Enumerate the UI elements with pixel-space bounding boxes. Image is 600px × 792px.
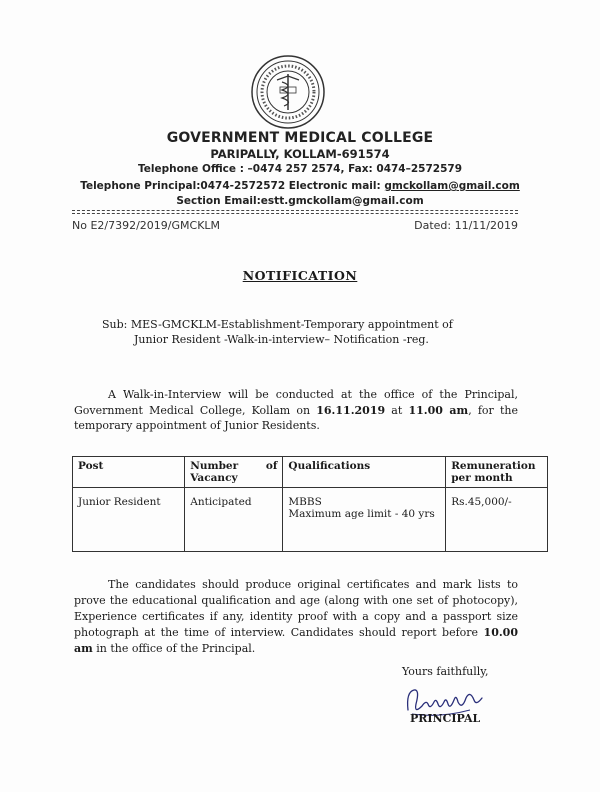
header-post: Post [73,457,185,488]
reference-number: No E2/7392/2019/GMCKLM [72,219,221,232]
header-remuneration-b: per month [451,472,513,484]
reporting-time: 10.00 am [74,626,518,655]
header-vacancy-b: of [265,460,278,472]
qualification-degree: MBBS [288,496,322,508]
intro-part-1: A Walk-in-Interview will be conducted at the office of the Principal, Government Medical College, Kollam on [74,388,518,417]
closing-salutation: Yours faithfully, [402,665,489,678]
cell-post: Junior Resident [73,488,185,552]
table-header-row [73,457,548,488]
header-vacancy [185,457,283,488]
cell-remuneration: Rs.45,000/- [446,488,548,552]
subject-line-1: Sub: MES-GMCKLM-Establishment-Temporary appointment of [102,318,453,331]
college-name: GOVERNMENT MEDICAL COLLEGE [166,130,434,146]
principal-email-link[interactable]: gmckollam@gmail.com [384,180,520,192]
college-address: PARIPALLY, KOLLAM-691574 [210,147,390,161]
telephone-principal [0,180,600,192]
interview-time: 11.00 am [408,403,469,417]
header-vacancy-a: Number [190,460,239,472]
intro-part-2: at [385,403,409,417]
intro-text [74,387,518,434]
signatory-title: PRINCIPAL [410,712,481,725]
subject-line-2: Junior Resident -Walk-in-interview– Notification -reg. [134,333,429,346]
header-vacancy-c: Vacancy [190,472,238,484]
instructions-text [74,577,518,657]
telephone-principal-text: Telephone Principal:0474-2572572 Electronic mail: [80,180,385,192]
qualification-age-limit: Maximum age limit - 40 yrs [288,508,435,520]
telephone-office: Telephone Office : –0474 257 2574, Fax: 0474–2572579 [137,163,462,175]
divider-line [72,210,518,211]
instructions-end: in the office of the Principal. [92,642,256,655]
intro-part-3: , for the temporary appointment of Junior Residents. [74,403,518,432]
divider-line [72,213,518,214]
header-remuneration [446,457,548,488]
instructions-paragraph [74,577,518,657]
college-emblem-icon [250,54,326,130]
cell-vacancy: Anticipated [185,488,283,552]
table-row [73,488,548,552]
cell-qualifications [283,488,446,552]
notification-heading: NOTIFICATION [242,268,358,283]
header-remuneration-a: Remuneration [451,460,536,472]
interview-date: 16.11.2019 [316,403,386,417]
instructions-body: The candidates should produce original certificates and mark lists to prove the educational qualification and age (along with one set of photocopy), Experience certificates if any, identity proof with a copy and a passport size photograph at the time of interview. Candidates should report before [74,578,518,639]
vacancy-table [72,456,548,552]
document-date: Dated: 11/11/2019 [414,219,518,232]
section-email: Section Email:estt.gmckollam@gmail.com [176,195,424,207]
header-qualifications: Qualifications [283,457,446,488]
intro-paragraph [74,387,518,434]
